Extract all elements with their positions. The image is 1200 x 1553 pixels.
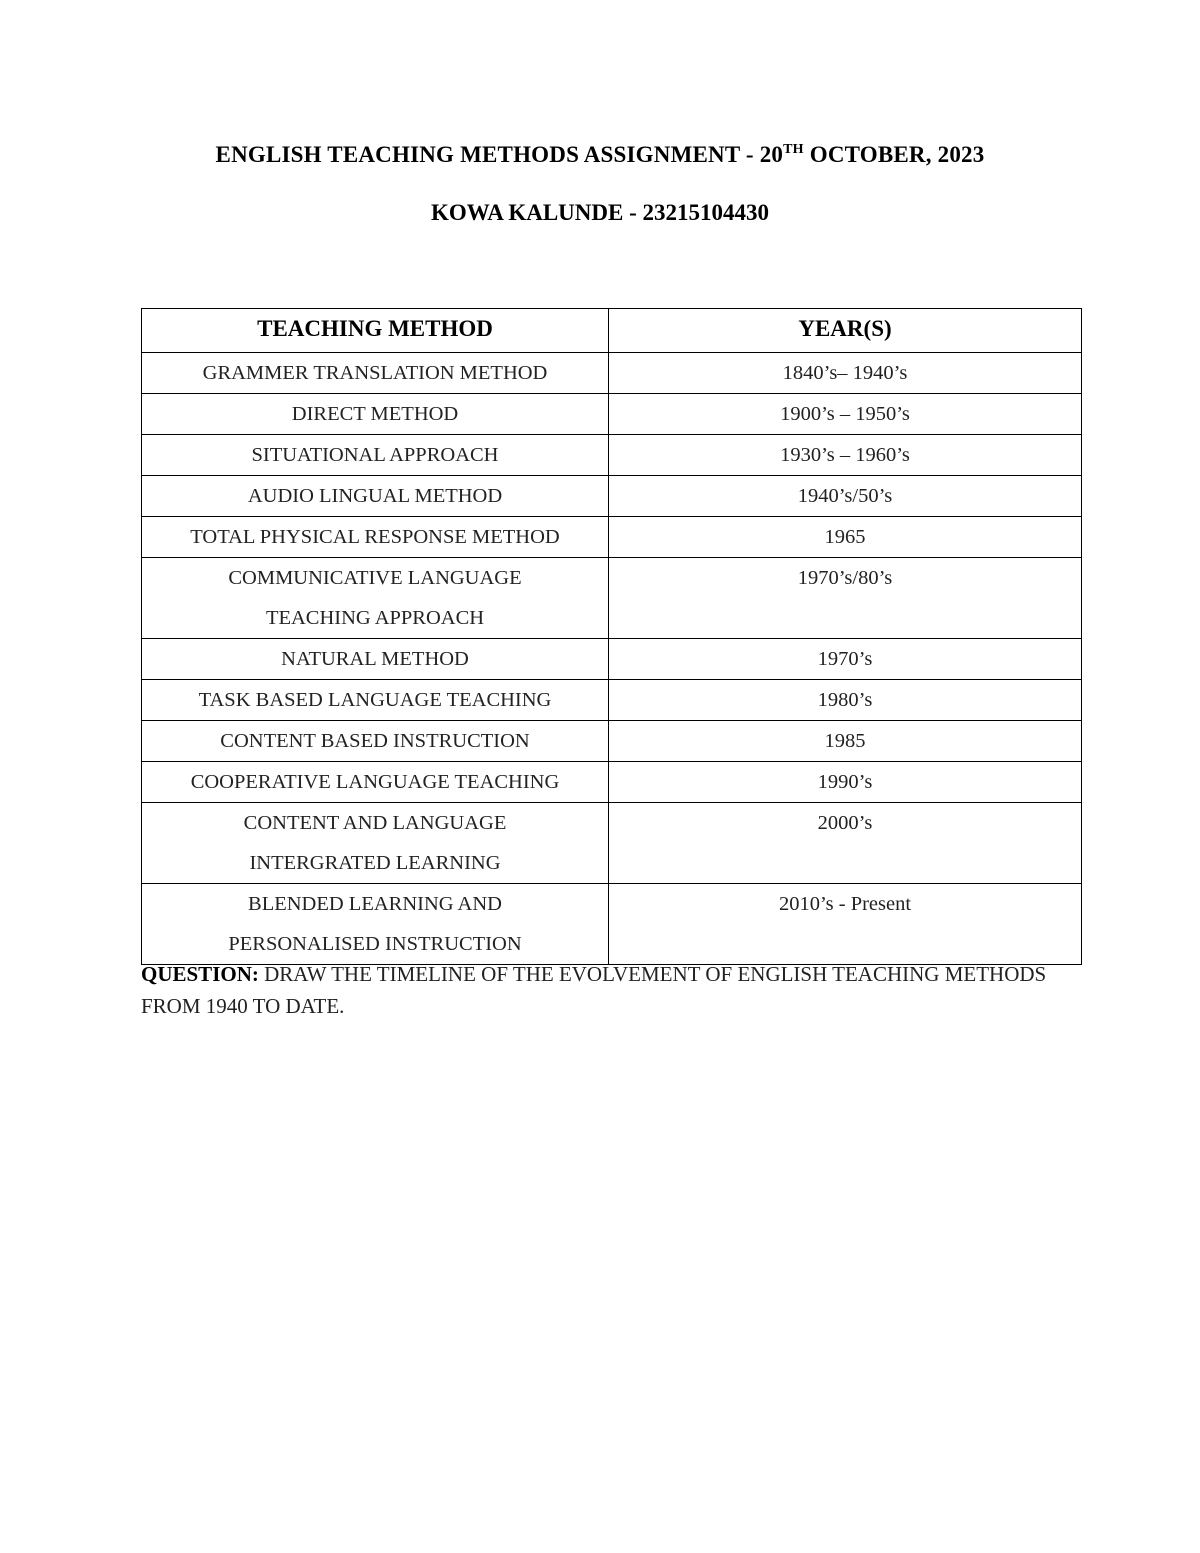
- method-cell: [142, 639, 609, 680]
- method-cell: [142, 517, 609, 558]
- method-cell: [142, 884, 609, 965]
- method-name-line: COMMUNICATIVE LANGUAGE: [228, 567, 522, 589]
- table-row: [142, 884, 1082, 965]
- title-end: OCTOBER, 2023: [803, 142, 985, 167]
- method-cell: [142, 721, 609, 762]
- method-cell: [142, 558, 609, 639]
- years-cell: 1940’s/50’s: [609, 476, 1082, 517]
- method-name-line: AUDIO LINGUAL METHOD: [247, 485, 503, 507]
- method-name-line: COOPERATIVE LANGUAGE TEACHING: [190, 771, 560, 793]
- years-cell: 1990’s: [609, 762, 1082, 803]
- question-paragraph: [141, 958, 1071, 1022]
- method-name-line: GRAMMER TRANSLATION METHOD: [202, 362, 548, 384]
- method-name-line: TEACHING APPROACH: [265, 607, 485, 629]
- years-cell: 1970’s/80’s: [609, 558, 1082, 639]
- method-cell: [142, 435, 609, 476]
- title-superscript: TH: [783, 142, 804, 157]
- table-row: [142, 680, 1082, 721]
- method-name-line: DIRECT METHOD: [291, 403, 459, 425]
- years-cell: 2000’s: [609, 803, 1082, 884]
- table-body: [142, 353, 1082, 965]
- question-text: DRAW THE TIMELINE OF THE EVOLVEMENT OF ENGLISH TEACHING METHODS FROM 1940 TO DATE.: [141, 962, 1047, 1018]
- method-cell: [142, 353, 609, 394]
- table-row: [142, 558, 1082, 639]
- method-name-line: PERSONALISED INSTRUCTION: [228, 933, 522, 955]
- table-row: [142, 517, 1082, 558]
- method-cell: [142, 394, 609, 435]
- table-row: [142, 394, 1082, 435]
- method-name-line: BLENDED LEARNING AND: [248, 893, 502, 915]
- table-row: [142, 721, 1082, 762]
- table-row: [142, 353, 1082, 394]
- table-row: [142, 803, 1082, 884]
- method-cell: [142, 680, 609, 721]
- method-name-line: TOTAL PHYSICAL RESPONSE METHOD: [190, 526, 560, 548]
- teaching-methods-table: [141, 308, 1082, 965]
- years-cell: 1980’s: [609, 680, 1082, 721]
- method-name-line: CONTENT BASED INSTRUCTION: [220, 730, 530, 752]
- table-row: [142, 435, 1082, 476]
- method-cell: [142, 476, 609, 517]
- table-row: [142, 639, 1082, 680]
- table-row: [142, 476, 1082, 517]
- table-row: [142, 762, 1082, 803]
- header-teaching-method: TEACHING METHOD: [142, 309, 609, 353]
- table-header-row: [142, 309, 1082, 353]
- method-name-line: NATURAL METHOD: [281, 648, 469, 670]
- years-cell: 1965: [609, 517, 1082, 558]
- years-cell: 1930’s – 1960’s: [609, 435, 1082, 476]
- years-cell: 1985: [609, 721, 1082, 762]
- author-line: KOWA KALUNDE - 23215104430: [431, 200, 769, 225]
- method-cell: [142, 762, 609, 803]
- method-name-line: CONTENT AND LANGUAGE: [243, 812, 507, 834]
- method-name-line: TASK BASED LANGUAGE TEACHING: [198, 689, 552, 711]
- years-cell: 2010’s - Present: [609, 884, 1082, 965]
- years-cell: 1970’s: [609, 639, 1082, 680]
- document-title: [0, 142, 1200, 168]
- method-name-line: SITUATIONAL APPROACH: [251, 444, 499, 466]
- years-cell: 1840’s– 1940’s: [609, 353, 1082, 394]
- method-cell: [142, 803, 609, 884]
- years-cell: 1900’s – 1950’s: [609, 394, 1082, 435]
- method-name-line: INTERGRATED LEARNING: [249, 852, 501, 874]
- question-label: QUESTION:: [141, 962, 259, 986]
- title-main: ENGLISH TEACHING METHODS ASSIGNMENT - 20: [215, 142, 784, 167]
- header-years: YEAR(S): [609, 309, 1082, 353]
